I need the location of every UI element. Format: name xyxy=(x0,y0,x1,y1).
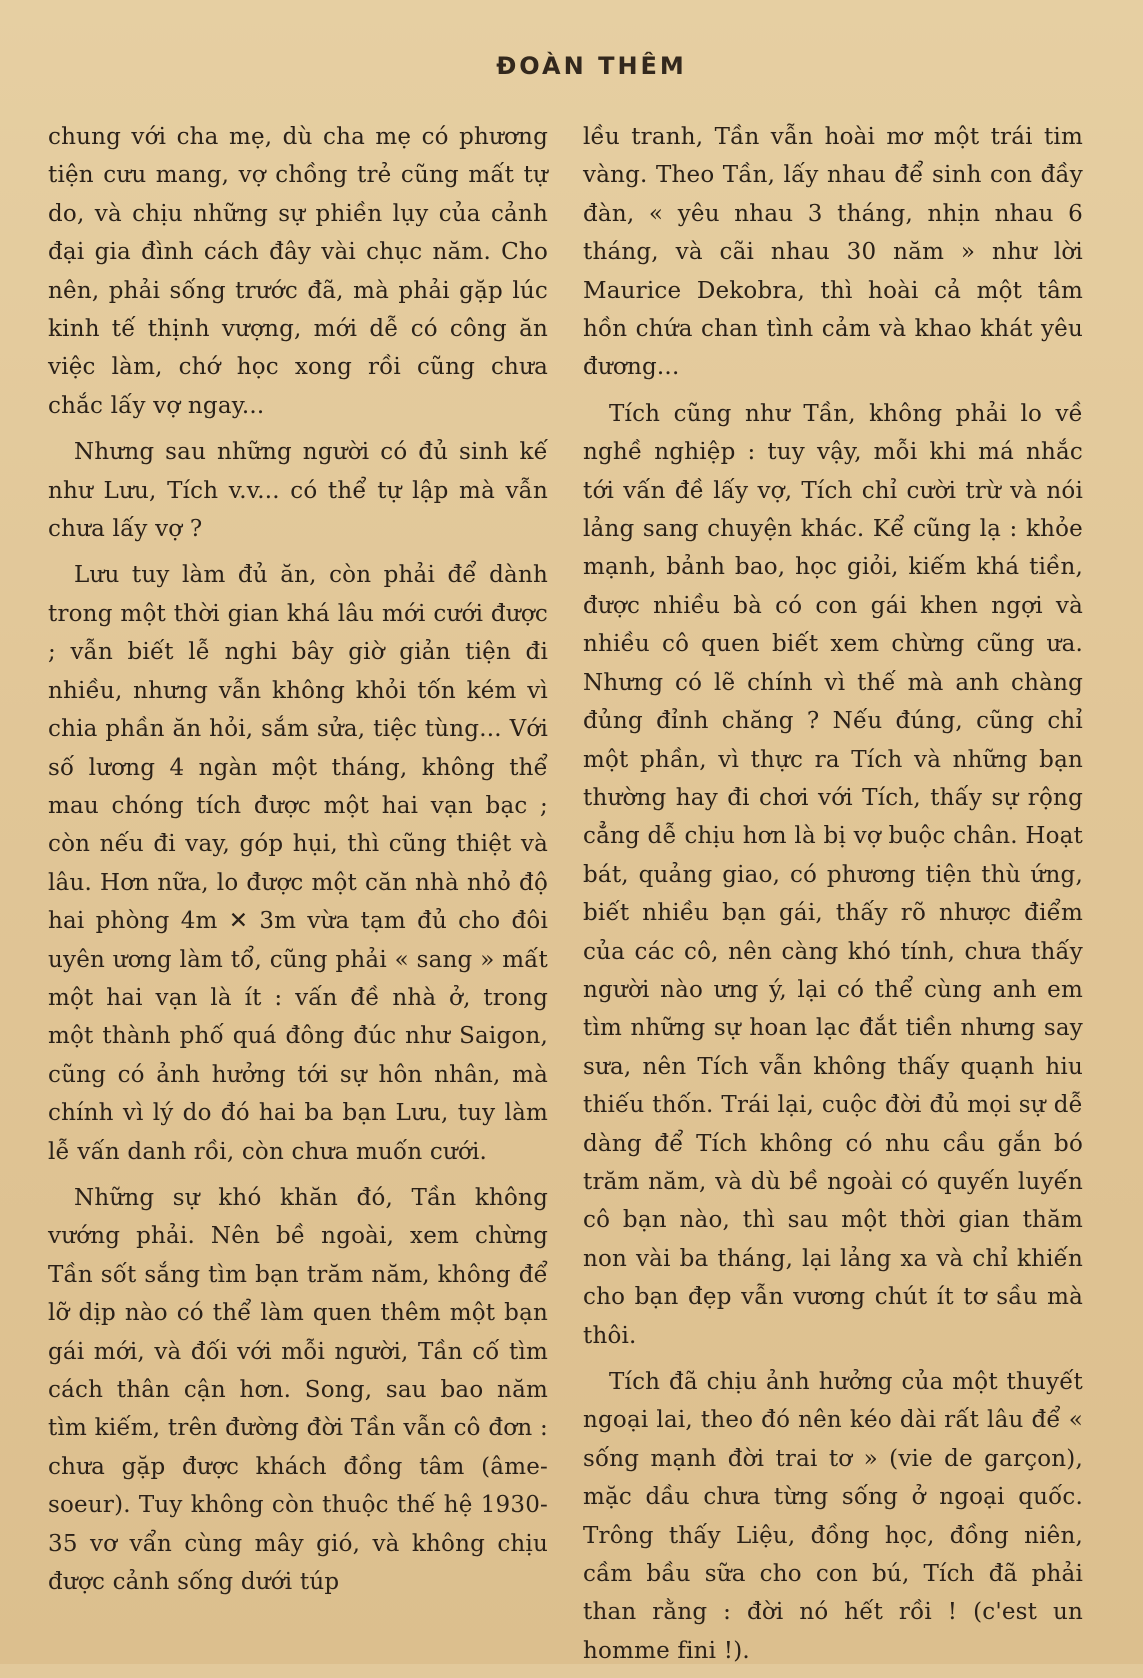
running-header: ĐOÀN THÊM xyxy=(496,52,687,80)
paragraph: Tích cũng như Tần, không phải lo về nghề nghiệp : tuy vậy, mỗi khi má nhắc tới vấn đề lấy vợ, Tích chỉ cười trừ và nói lảng sang chuyện khác. Kể cũng lạ : khỏe mạnh, bảnh bao, học giỏi, kiếm khá tiền, được nhiều bà có con gái khen ngợi và nhiều cô quen biết xem chừng cũng ưa. Nhưng có lẽ chính vì thế mà anh chàng đủng đỉnh chăng ? Nếu đúng, cũng chỉ một phần, vì thực ra Tích và những bạn thường hay đi chơi với Tích, thấy sự rộng cẳng dễ chịu hơn là bị vợ buộc chân. Hoạt bát, quảng giao, có phương tiện thù ứng, biết nhiều bạn gái, thấy rõ nhược điểm của các cô, nên càng khó tính, chưa thấy người nào ưng ý, lại có thể cùng anh em tìm những sự hoan lạc đắt tiền nhưng say sưa, nên Tích vẫn không thấy quạnh hiu thiếu thốn. Trái lại, cuộc đời đủ mọi sự dễ dàng để Tích không có nhu cầu gắn bó trăm năm, và dù bề ngoài có quyến luyến cô bạn nào, thì sau một thời gian thăm non vài ba tháng, lại lảng xa và chỉ khiến cho bạn đẹp vẫn vương chút ít tơ sầu mà thôi. xyxy=(583,400,1083,1349)
paragraph: lều tranh, Tần vẫn hoài mơ một trái tim vàng. Theo Tần, lấy nhau để sinh con đầy đàn, « yêu nhau 3 tháng, nhịn nhau 6 tháng, và cãi nhau 30 năm » như lời Maurice Dekobra, thì hoài cả một tâm hồn chứa chan tình cảm và khao khát yêu đương... xyxy=(583,124,1083,381)
right-column xyxy=(583,118,1083,1678)
paragraph: Những sự khó khăn đó, Tần không vướng phải. Nên bề ngoài, xem chừng Tần sốt sắng tìm bạn trăm năm, không để lỡ dịp nào có thể làm quen thêm một bạn gái mới, và đối với mỗi người, Tần cố tìm cách thân cận hơn. Song, sau bao năm tìm kiếm, trên đường đời Tần vẫn cô đơn : chưa gặp được khách đồng tâm (âme-soeur). Tuy không còn thuộc thế hệ 1930-35 vơ vẩn cùng mây gió, và không chịu được cảnh sống dưới túp xyxy=(48,1184,548,1596)
left-column xyxy=(48,118,548,1609)
paragraph: Tích đã chịu ảnh hưởng của một thuyết ngoại lai, theo đó nên kéo dài rất lâu để « sống mạnh đời trai tơ » (vie de garçon), mặc dầu chưa từng sống ở ngoại quốc. Trông thấy Liệu, đồng học, đồng niên, cầm bầu sữa cho con bú, Tích đã phải than rằng : đời nó hết rồi ! (c'est un homme fini !). xyxy=(583,1369,1083,1664)
paragraph: Lưu tuy làm đủ ăn, còn phải để dành trong một thời gian khá lâu mới cưới được ; vẫn biết lễ nghi bây giờ giản tiện đi nhiều, nhưng vẫn không khỏi tốn kém vì chia phần ăn hỏi, sắm sửa, tiệc tùng... Với số lương 4 ngàn một tháng, không thể mau chóng tích được một hai vạn bạc ; còn nếu đi vay, góp hụi, thì cũng thiệt và lâu. Hơn nữa, lo được một căn nhà nhỏ độ hai phòng 4m ✕ 3m vừa tạm đủ cho đôi uyên ương làm tổ, cũng phải « sang » mất một hai vạn là ít : vấn đề nhà ở, trong một thành phố quá đông đúc như Saigon, cũng có ảnh hưởng tới sự hôn nhân, mà chính vì lý do đó hai ba bạn Lưu, tuy làm lễ vấn danh rồi, còn chưa muốn cưới. xyxy=(48,562,548,1165)
paragraph: chung với cha mẹ, dù cha mẹ có phương tiện cưu mang, vợ chồng trẻ cũng mất tự do, và chịu những sự phiền lụy của cảnh đại gia đình cách đây vài chục năm. Cho nên, phải sống trước đã, mà phải gặp lúc kinh tế thịnh vượng, mới dễ có công ăn việc làm, chớ học xong rồi cũng chưa chắc lấy vợ ngay... xyxy=(48,124,548,419)
paragraph: Nhưng sau những người có đủ sinh kế như Lưu, Tích v.v... có thể tự lập mà vẫn chưa lấy vợ ? xyxy=(48,439,548,543)
